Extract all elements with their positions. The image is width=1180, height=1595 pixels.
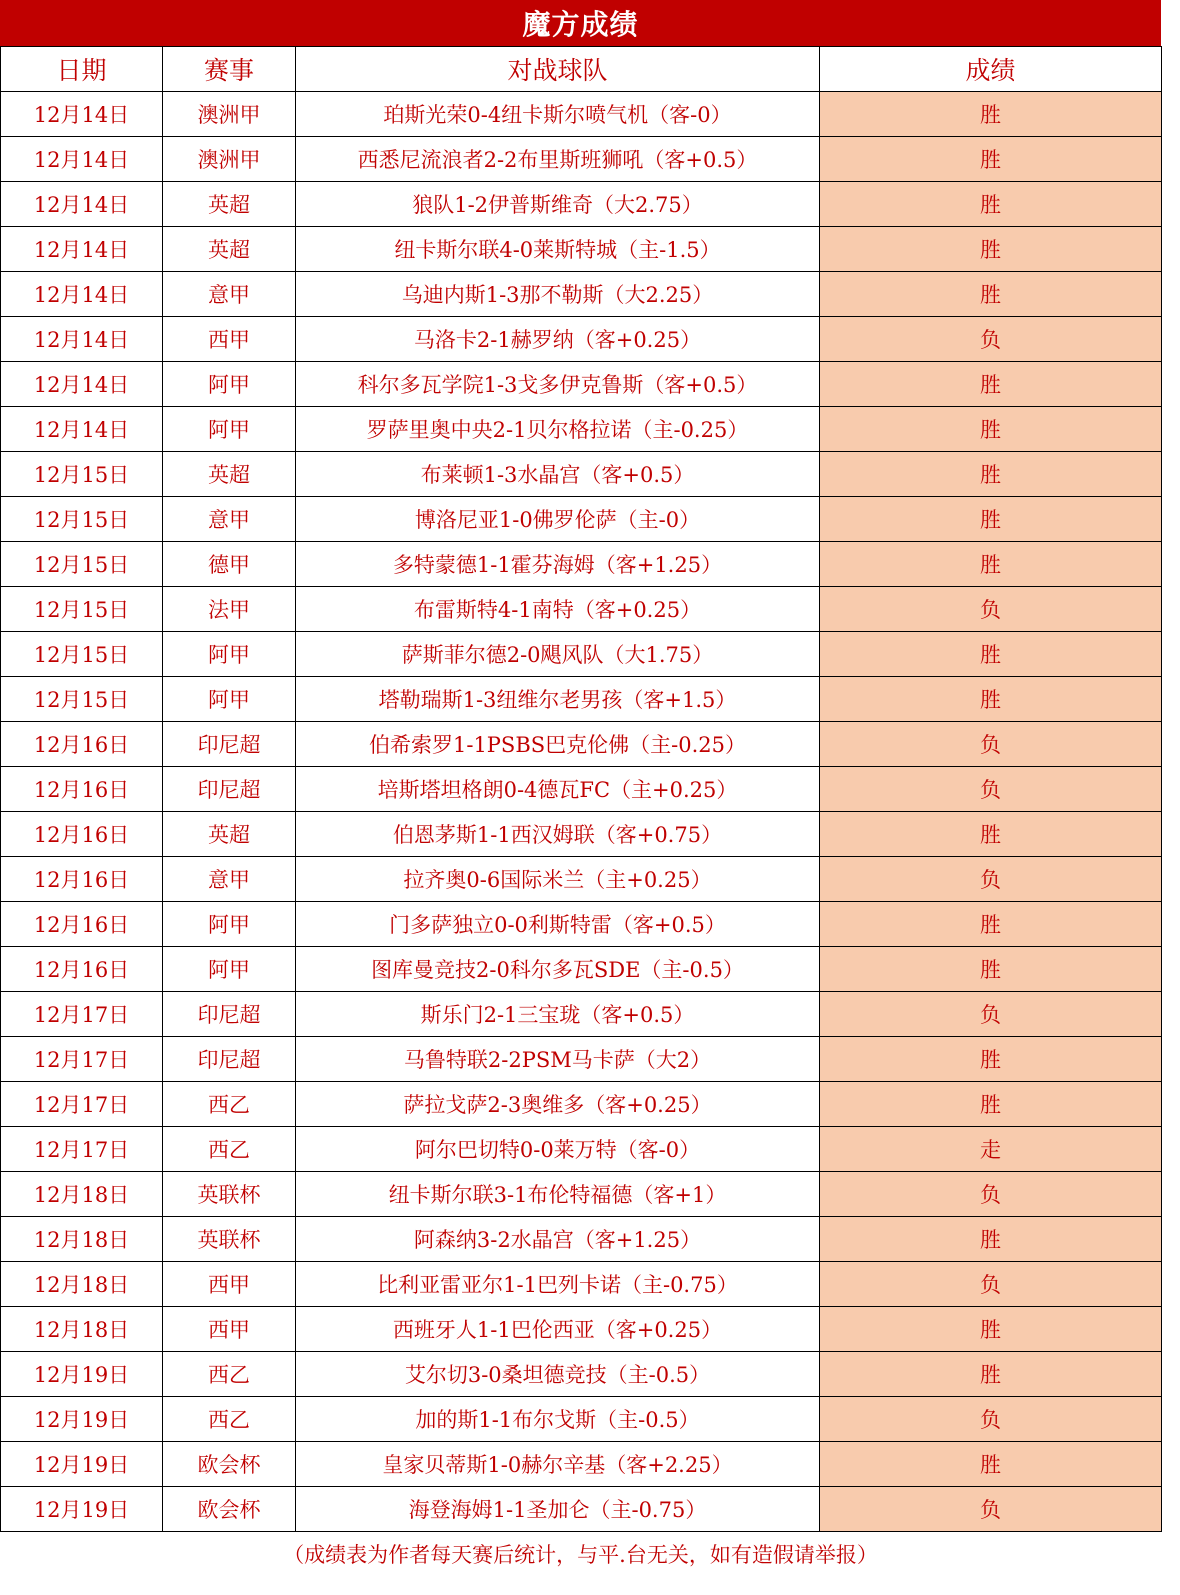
result-cell: 胜 bbox=[820, 947, 1162, 992]
table-row bbox=[1, 722, 1162, 767]
league-cell: 法甲 bbox=[163, 587, 296, 632]
date-cell: 12月16日 bbox=[1, 857, 163, 902]
result-cell: 胜 bbox=[820, 1082, 1162, 1127]
result-cell: 胜 bbox=[820, 497, 1162, 542]
table-row bbox=[1, 1262, 1162, 1307]
table-row bbox=[1, 137, 1162, 182]
sheet-title: 魔方成绩 bbox=[0, 0, 1161, 46]
table-row bbox=[1, 947, 1162, 992]
match-cell: 多特蒙德1-1霍芬海姆（客+1.25） bbox=[296, 542, 820, 587]
league-cell: 阿甲 bbox=[163, 902, 296, 947]
date-cell: 12月15日 bbox=[1, 632, 163, 677]
match-cell: 拉齐奥0-6国际米兰（主+0.25） bbox=[296, 857, 820, 902]
date-cell: 12月18日 bbox=[1, 1262, 163, 1307]
table-row bbox=[1, 497, 1162, 542]
date-cell: 12月18日 bbox=[1, 1172, 163, 1217]
date-cell: 12月16日 bbox=[1, 947, 163, 992]
league-cell: 阿甲 bbox=[163, 947, 296, 992]
result-cell: 胜 bbox=[820, 542, 1162, 587]
match-cell: 科尔多瓦学院1-3戈多伊克鲁斯（客+0.5） bbox=[296, 362, 820, 407]
date-cell: 12月19日 bbox=[1, 1397, 163, 1442]
table-row bbox=[1, 1037, 1162, 1082]
date-cell: 12月17日 bbox=[1, 992, 163, 1037]
league-cell: 阿甲 bbox=[163, 362, 296, 407]
match-cell: 图库曼竞技2-0科尔多瓦SDE（主-0.5） bbox=[296, 947, 820, 992]
result-cell: 胜 bbox=[820, 137, 1162, 182]
result-cell: 负 bbox=[820, 992, 1162, 1037]
result-cell: 走 bbox=[820, 1127, 1162, 1172]
league-cell: 欧会杯 bbox=[163, 1487, 296, 1532]
league-cell: 西乙 bbox=[163, 1082, 296, 1127]
date-cell: 12月16日 bbox=[1, 902, 163, 947]
match-cell: 萨拉戈萨2-3奥维多（客+0.25） bbox=[296, 1082, 820, 1127]
date-cell: 12月19日 bbox=[1, 1487, 163, 1532]
match-cell: 布雷斯特4-1南特（客+0.25） bbox=[296, 587, 820, 632]
league-cell: 西甲 bbox=[163, 1262, 296, 1307]
match-cell: 海登海姆1-1圣加仑（主-0.75） bbox=[296, 1487, 820, 1532]
result-cell: 胜 bbox=[820, 1442, 1162, 1487]
match-cell: 罗萨里奥中央2-1贝尔格拉诺（主-0.25） bbox=[296, 407, 820, 452]
table-row bbox=[1, 1397, 1162, 1442]
result-cell: 胜 bbox=[820, 812, 1162, 857]
match-cell: 萨斯菲尔德2-0飓风队（大1.75） bbox=[296, 632, 820, 677]
date-cell: 12月16日 bbox=[1, 722, 163, 767]
league-cell: 澳洲甲 bbox=[163, 92, 296, 137]
match-cell: 西悉尼流浪者2-2布里斯班狮吼（客+0.5） bbox=[296, 137, 820, 182]
result-cell: 胜 bbox=[820, 362, 1162, 407]
match-cell: 门多萨独立0-0利斯特雷（客+0.5） bbox=[296, 902, 820, 947]
footer-note: （成绩表为作者每天赛后统计，与平.台无关，如有造假请举报） bbox=[283, 1543, 878, 1567]
league-cell: 英联杯 bbox=[163, 1217, 296, 1262]
header-match: 对战球队 bbox=[296, 47, 820, 92]
results-body bbox=[1, 92, 1162, 1532]
match-cell: 纽卡斯尔联4-0莱斯特城（主-1.5） bbox=[296, 227, 820, 272]
table-row bbox=[1, 902, 1162, 947]
result-cell: 胜 bbox=[820, 92, 1162, 137]
date-cell: 12月16日 bbox=[1, 812, 163, 857]
league-cell: 英超 bbox=[163, 812, 296, 857]
result-cell: 负 bbox=[820, 587, 1162, 632]
table-row bbox=[1, 992, 1162, 1037]
result-cell: 胜 bbox=[820, 1037, 1162, 1082]
date-cell: 12月15日 bbox=[1, 497, 163, 542]
match-cell: 纽卡斯尔联3-1布伦特福德（客+1） bbox=[296, 1172, 820, 1217]
league-cell: 德甲 bbox=[163, 542, 296, 587]
result-cell: 负 bbox=[820, 722, 1162, 767]
table-row bbox=[1, 182, 1162, 227]
table-row bbox=[1, 317, 1162, 362]
match-cell: 皇家贝蒂斯1-0赫尔辛基（客+2.25） bbox=[296, 1442, 820, 1487]
match-cell: 阿尔巴切特0-0莱万特（客-0） bbox=[296, 1127, 820, 1172]
match-cell: 珀斯光荣0-4纽卡斯尔喷气机（客-0） bbox=[296, 92, 820, 137]
league-cell: 澳洲甲 bbox=[163, 137, 296, 182]
league-cell: 西甲 bbox=[163, 317, 296, 362]
table-row bbox=[1, 407, 1162, 452]
date-cell: 12月15日 bbox=[1, 587, 163, 632]
league-cell: 阿甲 bbox=[163, 632, 296, 677]
table-row bbox=[1, 1172, 1162, 1217]
league-cell: 意甲 bbox=[163, 857, 296, 902]
date-cell: 12月16日 bbox=[1, 767, 163, 812]
table-row bbox=[1, 1442, 1162, 1487]
table-row bbox=[1, 812, 1162, 857]
date-cell: 12月15日 bbox=[1, 452, 163, 497]
league-cell: 阿甲 bbox=[163, 407, 296, 452]
result-cell: 胜 bbox=[820, 272, 1162, 317]
match-cell: 阿森纳3-2水晶宫（客+1.25） bbox=[296, 1217, 820, 1262]
league-cell: 西乙 bbox=[163, 1127, 296, 1172]
table-row bbox=[1, 1352, 1162, 1397]
result-cell: 负 bbox=[820, 1487, 1162, 1532]
table-row bbox=[1, 857, 1162, 902]
match-cell: 伯恩茅斯1-1西汉姆联（客+0.75） bbox=[296, 812, 820, 857]
result-cell: 胜 bbox=[820, 677, 1162, 722]
date-cell: 12月15日 bbox=[1, 677, 163, 722]
result-cell: 胜 bbox=[820, 182, 1162, 227]
match-cell: 伯希索罗1-1PSBS巴克伦佛（主-0.25） bbox=[296, 722, 820, 767]
date-cell: 12月18日 bbox=[1, 1307, 163, 1352]
match-cell: 西班牙人1-1巴伦西亚（客+0.25） bbox=[296, 1307, 820, 1352]
date-cell: 12月14日 bbox=[1, 317, 163, 362]
date-cell: 12月17日 bbox=[1, 1127, 163, 1172]
result-cell: 负 bbox=[820, 767, 1162, 812]
league-cell: 英超 bbox=[163, 452, 296, 497]
table-row bbox=[1, 587, 1162, 632]
table-row bbox=[1, 1127, 1162, 1172]
league-cell: 印尼超 bbox=[163, 767, 296, 812]
result-cell: 胜 bbox=[820, 902, 1162, 947]
result-cell: 负 bbox=[820, 1262, 1162, 1307]
header-date: 日期 bbox=[1, 47, 163, 92]
match-cell: 加的斯1-1布尔戈斯（主-0.5） bbox=[296, 1397, 820, 1442]
table-row bbox=[1, 452, 1162, 497]
table-row bbox=[1, 542, 1162, 587]
header-result: 成绩 bbox=[820, 47, 1162, 92]
match-cell: 博洛尼亚1-0佛罗伦萨（主-0） bbox=[296, 497, 820, 542]
league-cell: 欧会杯 bbox=[163, 1442, 296, 1487]
date-cell: 12月14日 bbox=[1, 137, 163, 182]
date-cell: 12月17日 bbox=[1, 1082, 163, 1127]
match-cell: 塔勒瑞斯1-3纽维尔老男孩（客+1.5） bbox=[296, 677, 820, 722]
result-cell: 负 bbox=[820, 857, 1162, 902]
date-cell: 12月19日 bbox=[1, 1352, 163, 1397]
result-cell: 胜 bbox=[820, 407, 1162, 452]
match-cell: 布莱顿1-3水晶宫（客+0.5） bbox=[296, 452, 820, 497]
date-cell: 12月14日 bbox=[1, 182, 163, 227]
league-cell: 阿甲 bbox=[163, 677, 296, 722]
header-row bbox=[1, 47, 1162, 92]
table-row bbox=[1, 767, 1162, 812]
result-cell: 胜 bbox=[820, 1352, 1162, 1397]
match-cell: 乌迪内斯1-3那不勒斯（大2.25） bbox=[296, 272, 820, 317]
match-cell: 斯乐门2-1三宝珑（客+0.5） bbox=[296, 992, 820, 1037]
date-cell: 12月14日 bbox=[1, 227, 163, 272]
result-cell: 负 bbox=[820, 1397, 1162, 1442]
table-row bbox=[1, 632, 1162, 677]
match-cell: 艾尔切3-0桑坦德竞技（主-0.5） bbox=[296, 1352, 820, 1397]
result-cell: 负 bbox=[820, 1172, 1162, 1217]
match-cell: 狼队1-2伊普斯维奇（大2.75） bbox=[296, 182, 820, 227]
table-row bbox=[1, 362, 1162, 407]
table-row bbox=[1, 1082, 1162, 1127]
match-cell: 马鲁特联2-2PSM马卡萨（大2） bbox=[296, 1037, 820, 1082]
result-cell: 胜 bbox=[820, 1307, 1162, 1352]
result-cell: 负 bbox=[820, 317, 1162, 362]
table-row bbox=[1, 1217, 1162, 1262]
table-row bbox=[1, 1307, 1162, 1352]
date-cell: 12月17日 bbox=[1, 1037, 163, 1082]
results-table bbox=[0, 46, 1162, 1532]
date-cell: 12月19日 bbox=[1, 1442, 163, 1487]
result-cell: 胜 bbox=[820, 632, 1162, 677]
league-cell: 意甲 bbox=[163, 272, 296, 317]
table-row bbox=[1, 272, 1162, 317]
result-cell: 胜 bbox=[820, 227, 1162, 272]
date-cell: 12月18日 bbox=[1, 1217, 163, 1262]
table-row bbox=[1, 1487, 1162, 1532]
league-cell: 西乙 bbox=[163, 1352, 296, 1397]
date-cell: 12月14日 bbox=[1, 362, 163, 407]
league-cell: 西甲 bbox=[163, 1307, 296, 1352]
league-cell: 英联杯 bbox=[163, 1172, 296, 1217]
match-cell: 培斯塔坦格朗0-4德瓦FC（主+0.25） bbox=[296, 767, 820, 812]
date-cell: 12月14日 bbox=[1, 407, 163, 452]
league-cell: 英超 bbox=[163, 227, 296, 272]
league-cell: 西乙 bbox=[163, 1397, 296, 1442]
match-cell: 马洛卡2-1赫罗纳（客+0.25） bbox=[296, 317, 820, 362]
league-cell: 英超 bbox=[163, 182, 296, 227]
date-cell: 12月15日 bbox=[1, 542, 163, 587]
header-league: 赛事 bbox=[163, 47, 296, 92]
league-cell: 印尼超 bbox=[163, 1037, 296, 1082]
result-cell: 胜 bbox=[820, 1217, 1162, 1262]
league-cell: 意甲 bbox=[163, 497, 296, 542]
date-cell: 12月14日 bbox=[1, 92, 163, 137]
date-cell: 12月14日 bbox=[1, 272, 163, 317]
table-row bbox=[1, 92, 1162, 137]
table-row bbox=[1, 677, 1162, 722]
result-cell: 胜 bbox=[820, 452, 1162, 497]
league-cell: 印尼超 bbox=[163, 722, 296, 767]
league-cell: 印尼超 bbox=[163, 992, 296, 1037]
match-cell: 比利亚雷亚尔1-1巴列卡诺（主-0.75） bbox=[296, 1262, 820, 1307]
table-row bbox=[1, 227, 1162, 272]
